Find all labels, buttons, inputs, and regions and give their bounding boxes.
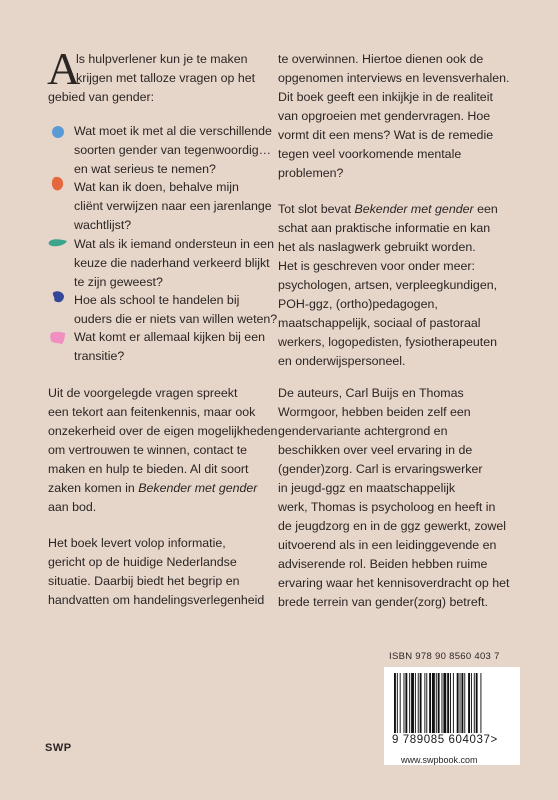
barcode-bar <box>418 673 419 733</box>
question-line: Wat moet ik met al die verschillende <box>74 124 272 138</box>
barcode-bar <box>464 673 465 733</box>
question-line: Wat komt er allemaal kijken bij een <box>74 330 265 344</box>
question-line: soorten gender van tegenwoordig… <box>74 143 272 157</box>
body-line: te overwinnen. Hiertoe dienen ook de <box>278 52 484 66</box>
barcode-bar <box>400 673 401 733</box>
barcode-bar <box>436 673 437 733</box>
barcode-bar <box>420 673 422 733</box>
body-line: Het is geschreven voor onder meer: <box>278 259 475 273</box>
body-line: het als naslagwerk gebruikt worden. <box>278 240 476 254</box>
body-line: Wormgoor, hebben beiden zelf een <box>278 405 471 419</box>
barcode-bar <box>442 673 443 733</box>
body-line: en onderwijspersoneel. <box>278 354 406 368</box>
body-line: vormt dit een mens? Wat is de remedie <box>278 128 494 142</box>
barcode-bar <box>415 673 416 733</box>
intro-line: gebied van gender: <box>48 90 155 104</box>
publisher-website: www.swpbook.com <box>401 755 478 765</box>
body-line: maatschappelijk, sociaal of pastoraal <box>278 316 481 330</box>
question-line: transitie? <box>74 349 125 363</box>
intro-line: krijgen met talloze vragen op het <box>76 71 256 85</box>
blue-dot-icon <box>51 125 65 139</box>
barcode-bar <box>480 673 481 733</box>
body-line: Het boek levert volop informatie, <box>48 536 226 550</box>
body-text: Tot slot bevat <box>278 202 355 216</box>
barcode-bar <box>460 673 461 733</box>
body-line: een tekort aan feitenkennis, maar ook <box>48 405 256 419</box>
body-line: Dit boek geeft een inkijkje in de realiteit <box>278 90 493 104</box>
body-line: beschikken over veel ervaring in de <box>278 443 473 457</box>
question-line: Hoe als school te handelen bij <box>74 293 240 307</box>
body-line: werkers, logopedisten, fysiotherapeuten <box>278 335 498 349</box>
barcode-number <box>392 734 498 746</box>
body-line: handvatten om handelingsverlegenheid <box>48 593 265 607</box>
body-line: ervaring waar het kennisoverdracht op het <box>278 576 510 590</box>
body-line: brede terrein van gender(zorg) betreft. <box>278 595 489 609</box>
barcode-digits: 9 789085 604037 <box>392 734 491 746</box>
barcode-bar <box>443 673 446 733</box>
pink-blob-icon <box>50 331 66 345</box>
barcode-bar <box>476 673 478 733</box>
body-line: POH-ggz, (ortho)pedagogen, <box>278 297 438 311</box>
barcode-bar <box>424 673 425 733</box>
barcode-bar <box>447 673 449 733</box>
barcode-bar <box>432 673 435 733</box>
body-text: een <box>473 202 498 216</box>
barcode-bar <box>450 673 451 733</box>
barcode-bar <box>405 673 407 733</box>
isbn-label: ISBN 978 90 8560 403 7 <box>389 651 500 662</box>
question-line: en wat serieus te nemen? <box>74 162 216 176</box>
barcode-bar <box>457 673 459 733</box>
body-line: maken en hulp te bieden. Al dit soort <box>48 462 249 476</box>
question-line: keuze die naderhand verkeerd blijkt <box>74 256 270 270</box>
dropcap-letter: A <box>47 43 81 94</box>
body-line: problemen? <box>278 166 344 180</box>
body-line: opgenomen interviews en levensverhalen. <box>278 71 510 85</box>
body-line: De auteurs, Carl Buijs en Thomas <box>278 386 464 400</box>
barcode-bar <box>453 673 454 733</box>
body-line: schat aan praktische informatie en kan <box>278 221 491 235</box>
intro-line: ls hulpverlener kun je te maken <box>76 52 248 66</box>
barcode-bar <box>426 673 427 733</box>
body-line <box>278 200 498 219</box>
body-line: uitvoerend als in een leidinggevende en <box>278 538 497 552</box>
question-line: Wat kan ik doen, behalve mijn <box>74 180 239 194</box>
orange-blob-icon <box>51 176 65 192</box>
barcode-arrow: > <box>490 734 498 746</box>
question-line: ouders die er niets van willen weten? <box>74 312 278 326</box>
navy-blob-icon <box>51 290 65 304</box>
barcode-bar <box>429 673 431 733</box>
body-line: om vertrouwen te winnen, contact te <box>48 443 248 457</box>
body-line: gendervariante achtergrond en <box>278 424 448 438</box>
body-line: situatie. Daarbij biedt het begrip en <box>48 574 240 588</box>
barcode-bar <box>394 673 396 733</box>
body-line: aan bod. <box>48 500 97 514</box>
body-line: onzekerheid over de eigen mogelijkheden <box>48 424 278 438</box>
question-line: cliënt verwijzen naar een jarenlange <box>74 199 272 213</box>
body-line: (gender)zorg. Carl is ervaringswerker <box>278 462 483 476</box>
barcode-bar <box>468 673 470 733</box>
barcode-bar <box>471 673 472 733</box>
barcode-bar <box>461 673 463 733</box>
question-line: wachtlijst? <box>74 218 132 232</box>
book-title: Bekender met gender <box>354 202 474 216</box>
body-line: in jeugd-ggz en maatschappelijk <box>278 481 456 495</box>
barcode-bar <box>404 673 405 733</box>
green-blob-icon <box>48 238 68 248</box>
body-line: van opgroeien met gendervragen. Hoe <box>278 109 491 123</box>
body-line: werk, Thomas is psycholoog en heeft in <box>278 500 496 514</box>
barcode-bar <box>474 673 475 733</box>
body-line: de jeugdzorg en in de ggz gewerkt, zowel <box>278 519 506 533</box>
body-line: Uit de voorgelegde vragen spreekt <box>48 386 238 400</box>
barcode-bar <box>409 673 410 733</box>
body-line <box>48 479 257 498</box>
barcode-bar <box>411 673 414 733</box>
barcode-bars <box>394 673 510 733</box>
barcode <box>384 667 520 765</box>
barcode-bar <box>438 673 440 733</box>
book-title: Bekender met gender <box>138 481 258 495</box>
body-line: tegen veel voorkomende mentale <box>278 147 462 161</box>
question-line: te zijn geweest? <box>74 275 163 289</box>
publisher-logo: SWP <box>45 742 72 754</box>
question-line: Wat als ik iemand ondersteun in een <box>74 237 274 251</box>
body-text: zaken komen in <box>48 481 139 495</box>
body-line: adviserende rol. Beiden hebben ruime <box>278 557 488 571</box>
body-line: psychologen, artsen, verpleegkundigen, <box>278 278 498 292</box>
body-line: gericht op de huidige Nederlandse <box>48 555 237 569</box>
barcode-bar <box>397 673 398 733</box>
